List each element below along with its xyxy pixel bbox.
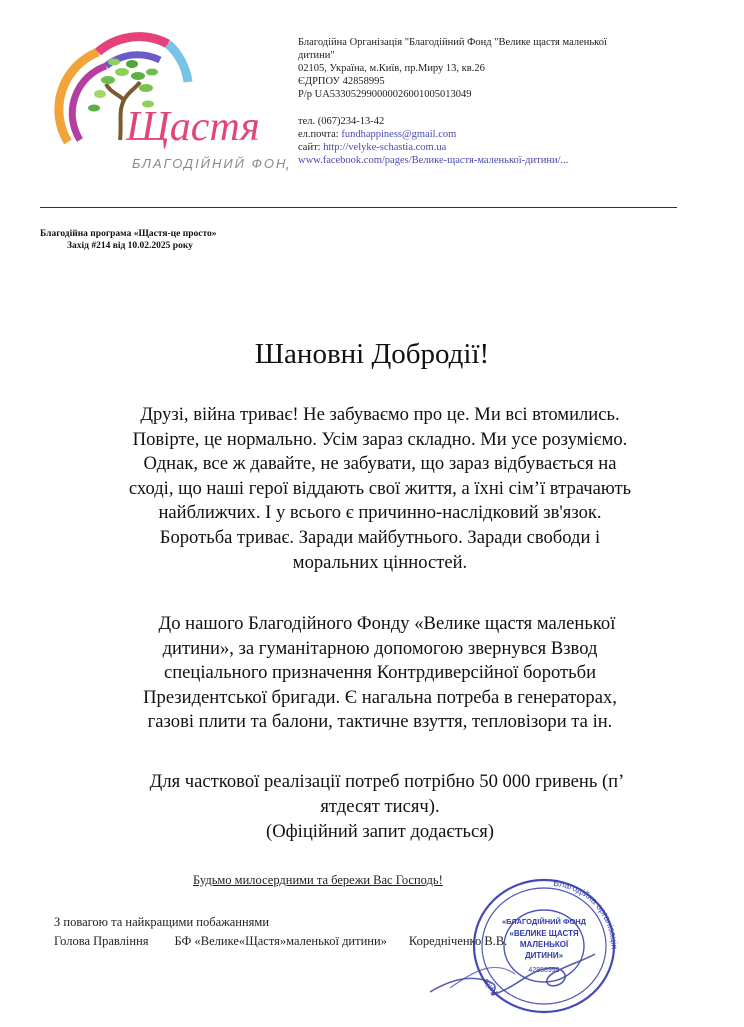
p1-line: моральних цінностей.: [292, 551, 468, 573]
organization-details: [298, 36, 728, 167]
signatory-position: Голова Правління: [54, 934, 149, 948]
org-edrpou: ЄДРПОУ 42858995: [298, 76, 385, 87]
stamp-center-line2: «ВЕЛИКЕ ЩАСТЯ: [509, 929, 579, 938]
p1-line: найближчих. І у всього є причинно-наслідковий зв'язок.: [158, 502, 602, 524]
charity-logo: [28, 22, 288, 192]
p2-line: газові плити та балони, тактичне взуття, тепловізори та ін.: [147, 711, 613, 733]
header-divider: [40, 207, 677, 208]
logo-brand-name: Щастя: [126, 104, 260, 150]
signature-graphic: [420, 930, 600, 1010]
paragraph-3: [56, 770, 704, 819]
p1-line: Друзі, війна триває! Не забуваємо про це. Ми всі втомились.: [140, 404, 620, 425]
site-label: сайт:: [298, 142, 324, 153]
p3-line: ятдесят тисяч).: [320, 795, 440, 817]
org-email-row: [298, 128, 728, 141]
logo-tagline: БЛАГОДІЙНИЙ ФОНД: [132, 156, 288, 171]
closing-blessing: Будьмо милосердними та бережи Вас Господь!: [193, 873, 443, 887]
p2-line: спеціального призначення Контрдиверсійної боротьби: [163, 662, 597, 684]
org-site-row: [298, 141, 728, 154]
org-name-line2: дитини": [298, 50, 335, 61]
facebook-link[interactable]: www.facebook.com/pages/Велике-щастя-маленької-дитини/...: [298, 155, 569, 166]
p1-line: Боротьба триває. Заради майбутнього. Заради свободи і: [159, 526, 601, 548]
handwritten-signature: [420, 930, 600, 1010]
stamp-center-line3: МАЛЕНЬКОЇ: [519, 940, 569, 949]
paragraph-1: [56, 403, 704, 575]
signatory-org: БФ «Велике«Щастя»маленької дитини»: [174, 934, 387, 948]
stamp-ring-left: Київ: [480, 977, 500, 998]
p1-line: Однак, все ж давайте, не забувати, що зараз відбувається на: [143, 453, 617, 475]
stamp-code: 42858995: [528, 967, 560, 974]
paragraph-2: [56, 612, 704, 735]
site-link[interactable]: http://velyke-schastia.com.ua: [323, 142, 447, 153]
email-link[interactable]: fundhappiness@gmail.com: [341, 129, 457, 140]
p2-line: дитини», за гуманітарною допомогою звернувся Взвод: [162, 637, 598, 659]
program-info: [40, 228, 217, 252]
stamp-center-line1: «БЛАГОДІЙНИЙ ФОНД: [501, 917, 587, 926]
org-name-line1: Благодійна Організація "Благодійний Фонд "Велике щастя маленької: [298, 37, 607, 48]
program-name: Благодійна програма «Щастя-це просто»: [40, 229, 217, 239]
letter-title: Шановні Добродії!: [254, 338, 490, 370]
org-phone: тел. (067)234-13-42: [298, 116, 385, 127]
stamp-center-line4: ДИТИНИ»: [524, 951, 564, 960]
event-reference: Захід #214 від 10.02.2025 року: [67, 241, 193, 251]
stamp-ring-right: Благодійна організа: [552, 877, 618, 938]
p1-line: сході, що наші герої віддають свої життя, а їхні сім’ї втрачають: [128, 477, 632, 499]
p2-line: До нашого Благодійного Фонду «Велике щастя маленької: [144, 613, 616, 634]
org-account: Р/р UA533052990000026001005013049: [298, 89, 472, 100]
org-address: 02105, Україна, м.Київ, пр.Миру 13, кв.26: [298, 63, 485, 74]
p3-line: Для часткової реалізації потреб потрібно 50 000 гривень (п’: [135, 771, 625, 792]
email-label: ел.почта:: [298, 129, 342, 140]
p2-line: Президентської бригади. Є нагальна потреба в генераторах,: [143, 686, 617, 708]
regards-text: З повагою та найкращими побажаннями: [54, 915, 270, 929]
signatory-name: Коредніченко В.В.: [408, 934, 508, 948]
logo-graphic: [28, 22, 288, 192]
paragraph-4: (Офіційний запит додається): [266, 821, 494, 842]
p1-line: Повірте, це нормально. Усім зараз складно. Ми усе розуміємо.: [132, 428, 628, 450]
